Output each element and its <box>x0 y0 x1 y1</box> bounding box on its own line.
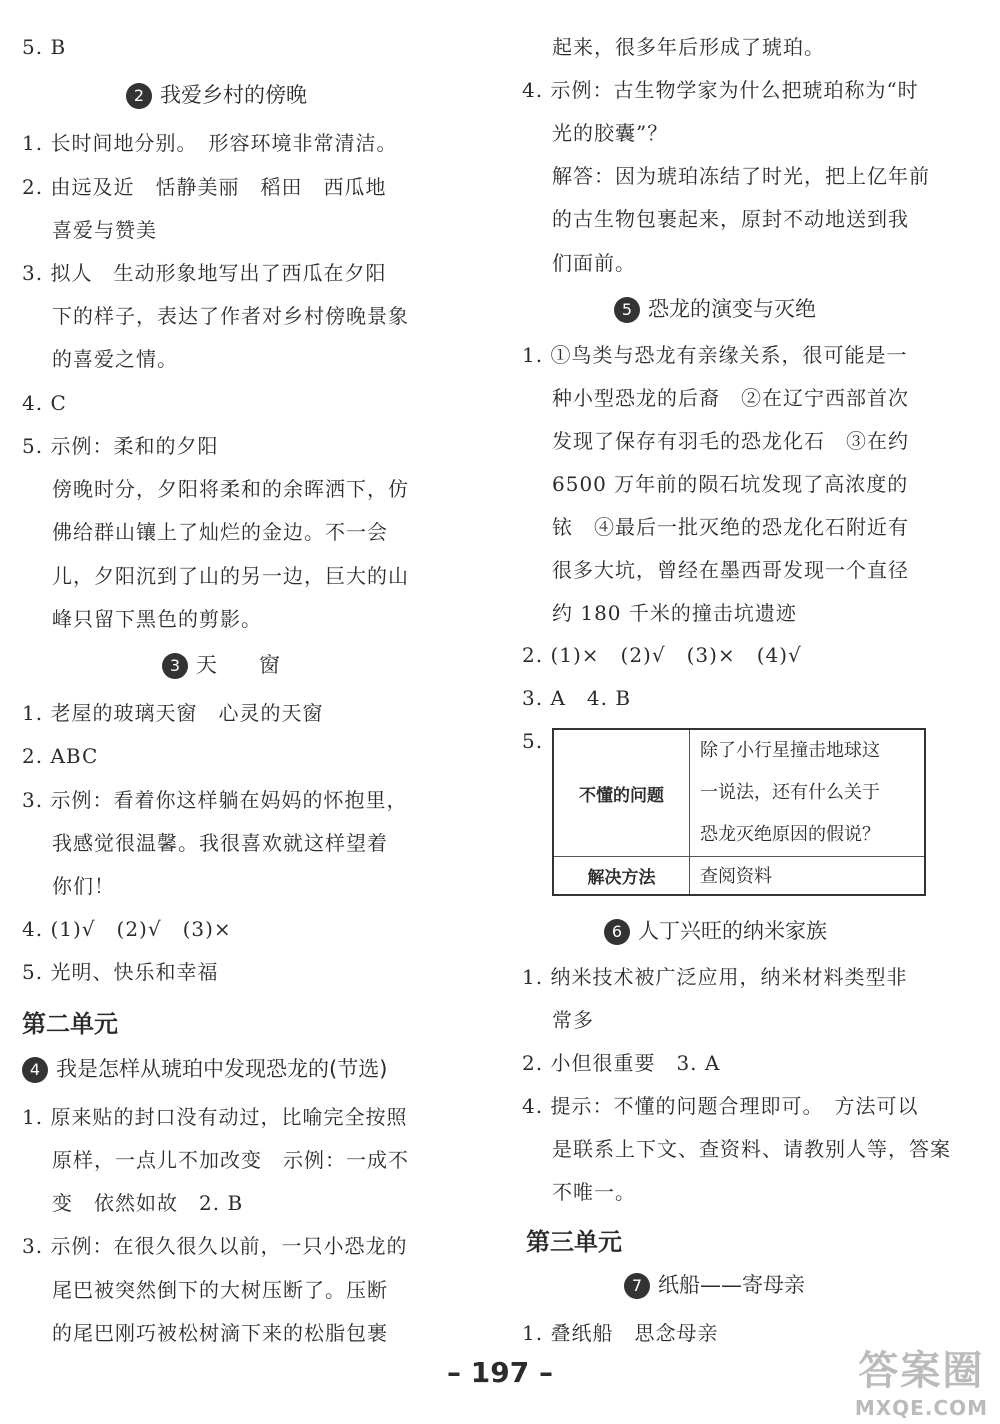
answer-line: 光的胶囊”？ <box>552 121 669 145</box>
answer-line: 6500 万年前的陨石坑发现了高浓度的 <box>552 472 909 496</box>
answer-line: 的尾巴刚巧被松树滴下来的松脂包裹 <box>52 1321 388 1345</box>
answer-line: 不唯一。 <box>552 1180 636 1204</box>
answer-line: 3. 拟人 生动形象地写出了西瓜在夕阳 <box>22 261 387 285</box>
answer-line: 5. 光明、快乐和幸福 <box>22 960 219 984</box>
section-number-badge: 2 <box>126 83 152 109</box>
answer-line: 4. C <box>22 391 67 415</box>
answer-line: 1. 老屋的玻璃天窗 心灵的天窗 <box>22 701 324 725</box>
answer-line: 起来，很多年后形成了琥珀。 <box>552 35 825 59</box>
table-header-method: 解决方法 <box>553 857 690 895</box>
answer-line: 常多 <box>552 1008 594 1032</box>
answer-line: 儿，夕阳沉到了山的另一边，巨大的山 <box>52 564 409 588</box>
answer-line: 5. B <box>22 35 67 59</box>
section-heading-5: 5 恐龙的演变与灭绝 <box>614 294 816 324</box>
unit-heading: 第三单元 <box>526 1228 622 1256</box>
answer-line: 1. ①鸟类与恐龙有亲缘关系，很可能是一 <box>522 343 908 367</box>
answer-line: 变 依然如故 2. B <box>52 1191 244 1215</box>
answer-line: 3. 示例：看着你这样躺在妈妈的怀抱里， <box>22 788 408 812</box>
table-cell-method: 查阅资料 <box>690 857 926 895</box>
answer-line: 傍晚时分，夕阳将柔和的余晖洒下，仿 <box>52 477 409 501</box>
answer-line: 1. 长时间地分别。 形容环境非常清洁。 <box>22 131 398 155</box>
answer-line: 4. 示例：古生物学家为什么把琥珀称为“时 <box>522 78 919 102</box>
unit-heading: 第二单元 <box>22 1010 118 1038</box>
answer-line: 的喜爱之情。 <box>52 347 178 371</box>
table-cell-question: 除了小行星撞击地球这 一说法，还有什么关于 恐龙灭绝原因的假说？ <box>690 729 926 857</box>
answer-line: 佛给群山镶上了灿烂的金边。不一会 <box>52 520 388 544</box>
answer-line: 喜爱与赞美 <box>52 218 157 242</box>
section-heading-2: 2 我爱乡村的傍晚 <box>126 80 307 110</box>
section-heading-4: 4 我是怎样从琥珀中发现恐龙的(节选) <box>22 1054 387 1084</box>
answer-line: 2. ABC <box>22 744 99 768</box>
table-header-question: 不懂的问题 <box>553 729 690 857</box>
answer-line: 们面前。 <box>552 251 636 275</box>
answer-line: 约 180 千米的撞击坑遗迹 <box>552 601 797 625</box>
answer-line: 的古生物包裹起来，原封不动地送到我 <box>552 207 909 231</box>
watermark-logo: 答案圈 MXQE.COM <box>854 1348 988 1420</box>
answer-line: 2. 小但很重要 3. A <box>522 1051 721 1075</box>
answer-line: 1. 纳米技术被广泛应用，纳米材料类型非 <box>522 965 908 989</box>
section-heading-6: 6 人丁兴旺的纳米家族 <box>604 916 827 946</box>
answer-line: 种小型恐龙的后裔 ②在辽宁西部首次 <box>552 386 909 410</box>
answer-line: 4. (1)√ (2)√ (3)× <box>22 917 232 941</box>
answer-line: 4. 提示：不懂的问题合理即可。 方法可以 <box>522 1094 919 1118</box>
answer-line: 3. A 4. B <box>522 686 632 710</box>
answer-line: 尾巴被突然倒下的大树压断了。压断 <box>52 1278 388 1302</box>
answer-line: 5. <box>522 729 544 753</box>
answer-line: 2. (1)× (2)√ (3)× (4)√ <box>522 643 802 667</box>
answer-line: 1. 叠纸船 思念母亲 <box>522 1321 719 1345</box>
section-number-badge: 5 <box>614 297 640 323</box>
page-number: – 197 – <box>447 1356 553 1389</box>
section-heading-7: 7 纸船——寄母亲 <box>624 1270 805 1300</box>
answer-line: 发现了保存有羽毛的恐龙化石 ③在约 <box>552 429 909 453</box>
answer-line: 2. 由远及近 恬静美丽 稻田 西瓜地 <box>22 175 387 199</box>
section-number-badge: 7 <box>624 1273 650 1299</box>
answer-line: 我感觉很温馨。我很喜欢就这样望着 <box>52 831 388 855</box>
section-number-badge: 4 <box>22 1057 48 1083</box>
answer-line: 3. 示例：在很久很久以前，一只小恐龙的 <box>22 1234 408 1258</box>
answer-line: 下的样子，表达了作者对乡村傍晚景象 <box>52 304 409 328</box>
section-number-badge: 3 <box>162 653 188 679</box>
answer-line: 峰只留下黑色的剪影。 <box>52 607 262 631</box>
answer-line: 解答：因为琥珀冻结了时光，把上亿年前 <box>552 164 930 188</box>
answer-line: 铱 ④最后一批灭绝的恐龙化石附近有 <box>552 515 909 539</box>
answer-line: 是联系上下文、查资料、请教别人等，答案 <box>552 1137 951 1161</box>
answer-line: 5. 示例：柔和的夕阳 <box>22 434 219 458</box>
answer-line: 你们！ <box>52 874 115 898</box>
question-method-table <box>552 728 926 896</box>
answer-line: 很多大坑，曾经在墨西哥发现一个直径 <box>552 558 909 582</box>
section-number-badge: 6 <box>604 919 630 945</box>
answer-line: 1. 原来贴的封口没有动过，比喻完全按照 <box>22 1105 408 1129</box>
section-heading-3: 3 天 窗 <box>162 650 280 680</box>
answer-line: 原样，一点儿不加改变 示例：一成不 <box>52 1148 409 1172</box>
